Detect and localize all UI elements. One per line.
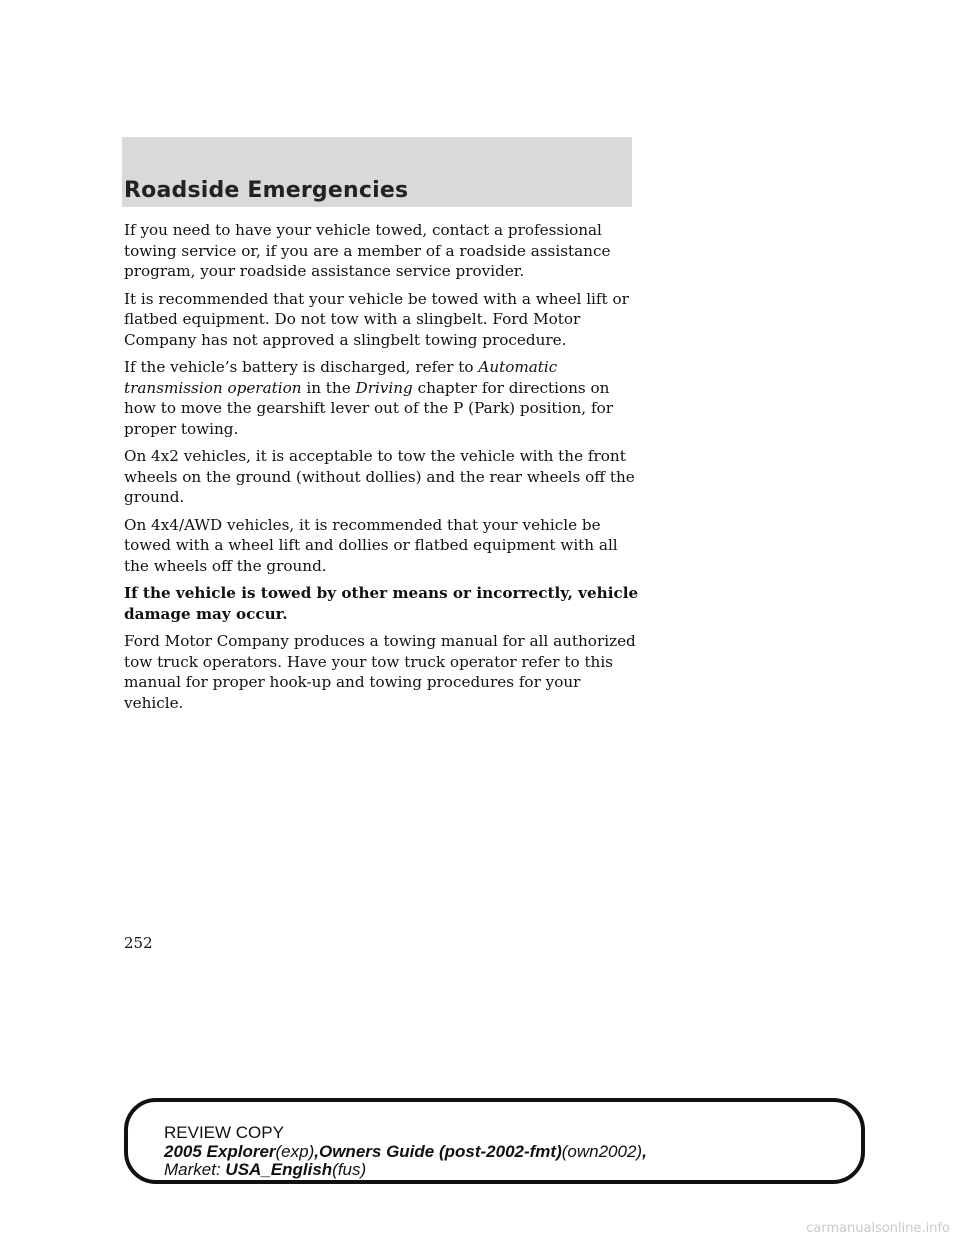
paragraph-2: It is recommended that your vehicle be towed with a wheel lift or flatbed equipment. Do not tow with a slingbelt. Ford Motor Company has not approved a slingbelt towing procedure. xyxy=(124,289,629,349)
section-title: Roadside Emergencies xyxy=(124,178,409,203)
market-code: (fus) xyxy=(332,1160,367,1179)
guide-code: (own2002) xyxy=(561,1141,643,1161)
review-copy-market-line xyxy=(164,1161,647,1180)
paragraph-1: If you need to have your vehicle towed, contact a professional towing service or, if you are a member of a roadside assistance program, your roadside assistance service provider. xyxy=(124,221,611,280)
separator-1: , xyxy=(314,1141,319,1161)
warning-paragraph: If the vehicle is towed by other means or incorrectly, vehicle damage may occur. xyxy=(124,584,639,623)
review-copy-model-line xyxy=(164,1143,647,1162)
market-label: Market: xyxy=(164,1160,221,1179)
paragraph-5: On 4x4/AWD vehicles, it is recommended that your vehicle be towed with a wheel lift and dollies or flatbed equipment with all the wheels off the ground. xyxy=(124,515,618,575)
review-copy-text xyxy=(164,1124,647,1180)
body-text xyxy=(124,220,644,720)
guide-name: Owners Guide (post-2002-fmt) xyxy=(318,1141,562,1161)
site-watermark: carmanualsonline.info xyxy=(806,1221,950,1236)
page-number: 252 xyxy=(124,934,153,952)
reference-automatic-transmission: Automatic transmission operation xyxy=(124,358,558,397)
paragraph-3-text-b: in the xyxy=(306,378,351,397)
paragraph-4: On 4x2 vehicles, it is acceptable to tow the vehicle with the front wheels on the ground (without dollies) and the rear wheels off the ground. xyxy=(124,447,635,506)
paragraph-3-text-c: chapter for directions on how to move the gearshift lever out of the P (Park) position, for proper towing. xyxy=(124,378,613,438)
model-name: 2005 Explorer xyxy=(164,1141,276,1161)
paragraph-3 xyxy=(124,357,644,439)
paragraph-3-text-a: If the vehicle’s battery is discharged, refer to xyxy=(124,358,474,376)
market-name: USA_English xyxy=(225,1160,333,1179)
reference-driving-chapter: Driving xyxy=(355,378,413,397)
review-copy-label: REVIEW COPY xyxy=(164,1123,284,1142)
paragraph-7: Ford Motor Company produces a towing manual for all authorized tow truck operators. Have your tow truck operator refer to this manual for proper hook-up and towing procedures for your vehicle. xyxy=(124,632,636,712)
model-code: (exp) xyxy=(275,1141,315,1161)
separator-2: , xyxy=(642,1141,647,1161)
